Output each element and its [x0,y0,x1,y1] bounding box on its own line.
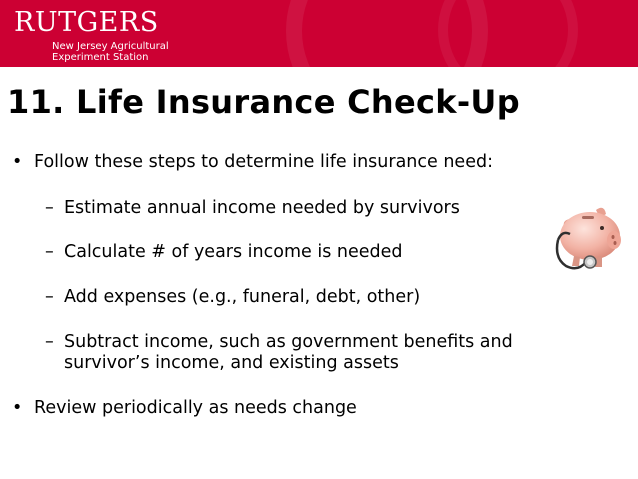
logo-subtitle-line1: New Jersey Agricultural [52,41,169,52]
sub-text: Estimate annual income needed by survivors [64,198,460,218]
sub-item [45,198,460,219]
sub-item [45,242,402,263]
sub-dash: – [45,198,54,218]
bullet-item [12,398,357,419]
sub-text: Add expenses (e.g., funeral, debt, other) [64,287,421,307]
sub-text: Calculate # of years income is needed [64,242,403,262]
logo-subtitle [52,41,169,63]
sub-text: Subtract income, such as government benefits and [64,332,513,352]
bullet-dot: • [12,152,23,172]
sub-dash: – [45,332,54,352]
piggy-bank-stethoscope-icon [552,200,628,280]
bullet-text: Follow these steps to determine life insurance need: [34,152,493,172]
bullet-item [12,152,493,173]
sub-item [45,332,513,374]
seal-watermark-inner [438,0,578,67]
sub-item [45,287,420,308]
sub-dash: – [45,287,54,307]
logo-subtitle-line2: Experiment Station [52,52,149,63]
sub-dash: – [45,242,54,262]
header-banner [0,0,638,67]
sub-text-continued: survivor’s income, and existing assets [64,353,399,373]
slide-title: 11. Life Insurance Check-Up [7,83,520,121]
rutgers-logo: RUTGERS [14,7,159,38]
bullet-dot: • [12,398,23,418]
bullet-text: Review periodically as needs change [34,398,357,418]
